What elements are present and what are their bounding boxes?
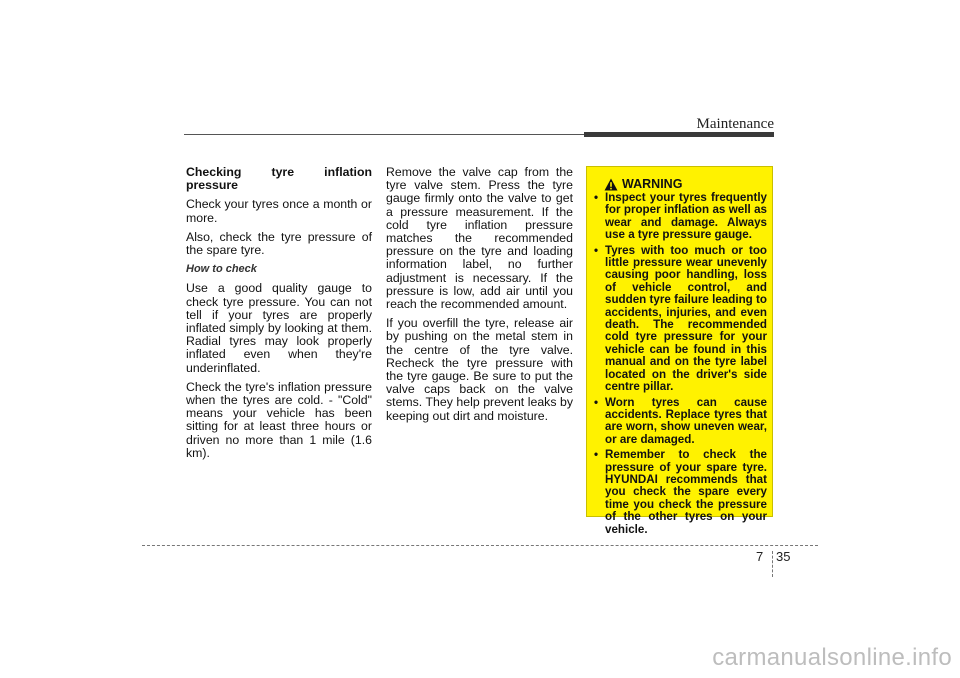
bullet: •	[594, 191, 599, 204]
footer-rule	[142, 545, 818, 546]
warning-item-text: Inspect your tyres frequently for proper inflation as well as wear and damage. Always use a tyre pressure gauge.	[605, 191, 767, 242]
warning-title: WARNING	[622, 177, 683, 191]
warning-item-text: Remember to check the pressure of your spare tyre. HYUNDAI recommends that you check the spare every time you check the pressure of the other tyres on your vehicle.	[605, 448, 767, 536]
warning-box	[586, 166, 773, 536]
bullet: •	[594, 243, 599, 257]
chapter-number: 7	[756, 549, 764, 564]
warning-item-text: Tyres with too much or too little pressure wear unevenly causing poor handling, loss of vehicle control, and sudden tyre failure leading to accidents, injuries, and even death. The recommended cold tyre pressure for your vehicle can be found in this manual and on the tyre label located on the driver's side centre pillar.	[605, 243, 767, 394]
warning-item	[594, 192, 767, 242]
subheading: How to check	[186, 263, 257, 276]
warning-triangle-icon	[604, 178, 618, 191]
paragraph: If you overfill the tyre, release air by pushing on the metal stem in the centre of the tyre valve. Recheck the tyre pressure with the tyre gauge. Be sure to put the valve caps back on the valve stems. They help prevent leaks by keeping out dirt and moisture.	[386, 316, 573, 423]
bullet: •	[594, 395, 599, 409]
paragraph: Also, check the tyre pressure of the spare tyre.	[186, 229, 372, 258]
warning-item	[594, 397, 767, 447]
header-rule	[184, 134, 584, 135]
paragraph: Use a good quality gauge to check tyre pressure. You can not tell if your tyres are properly inflated simply by looking at them. Radial tyres may look properly inflated even when they're underinflated.	[186, 281, 372, 375]
section-title: Maintenance	[696, 116, 774, 132]
page-number: 35	[776, 549, 791, 564]
paragraph: Remove the valve cap from the tyre valve stem. Press the tyre gauge firmly onto the valve to get a pressure measurement. If the cold tyre inflation pressure matches the recommended pressure on the tyre and loading information label, no further adjustment is necessary. If the pressure is low, add air until you reach the recommended amount.	[386, 165, 573, 312]
warning-item	[594, 449, 767, 536]
left-column	[186, 166, 372, 466]
warning-item-text: Worn tyres can cause accidents. Replace tyres that are worn, show uneven wear, or are damaged.	[605, 395, 767, 446]
warning-item	[594, 245, 767, 394]
warning-header	[604, 177, 767, 191]
bullet: •	[594, 448, 599, 462]
header-rule-accent	[584, 132, 774, 137]
middle-column	[386, 166, 573, 429]
paragraph: Check your tyres once a month or more.	[186, 197, 372, 225]
paragraph: Check the tyre's inflation pressure when the tyres are cold. - "Cold" means your vehicle has been sitting for at least three hours or driven no more than 1 mile (1.6 km).	[186, 379, 372, 460]
warning-list	[594, 192, 767, 536]
watermark: carmanualsonline.info	[712, 644, 952, 671]
section-heading: Checking tyre inflation pressure	[186, 165, 372, 193]
page-divider	[772, 551, 773, 577]
